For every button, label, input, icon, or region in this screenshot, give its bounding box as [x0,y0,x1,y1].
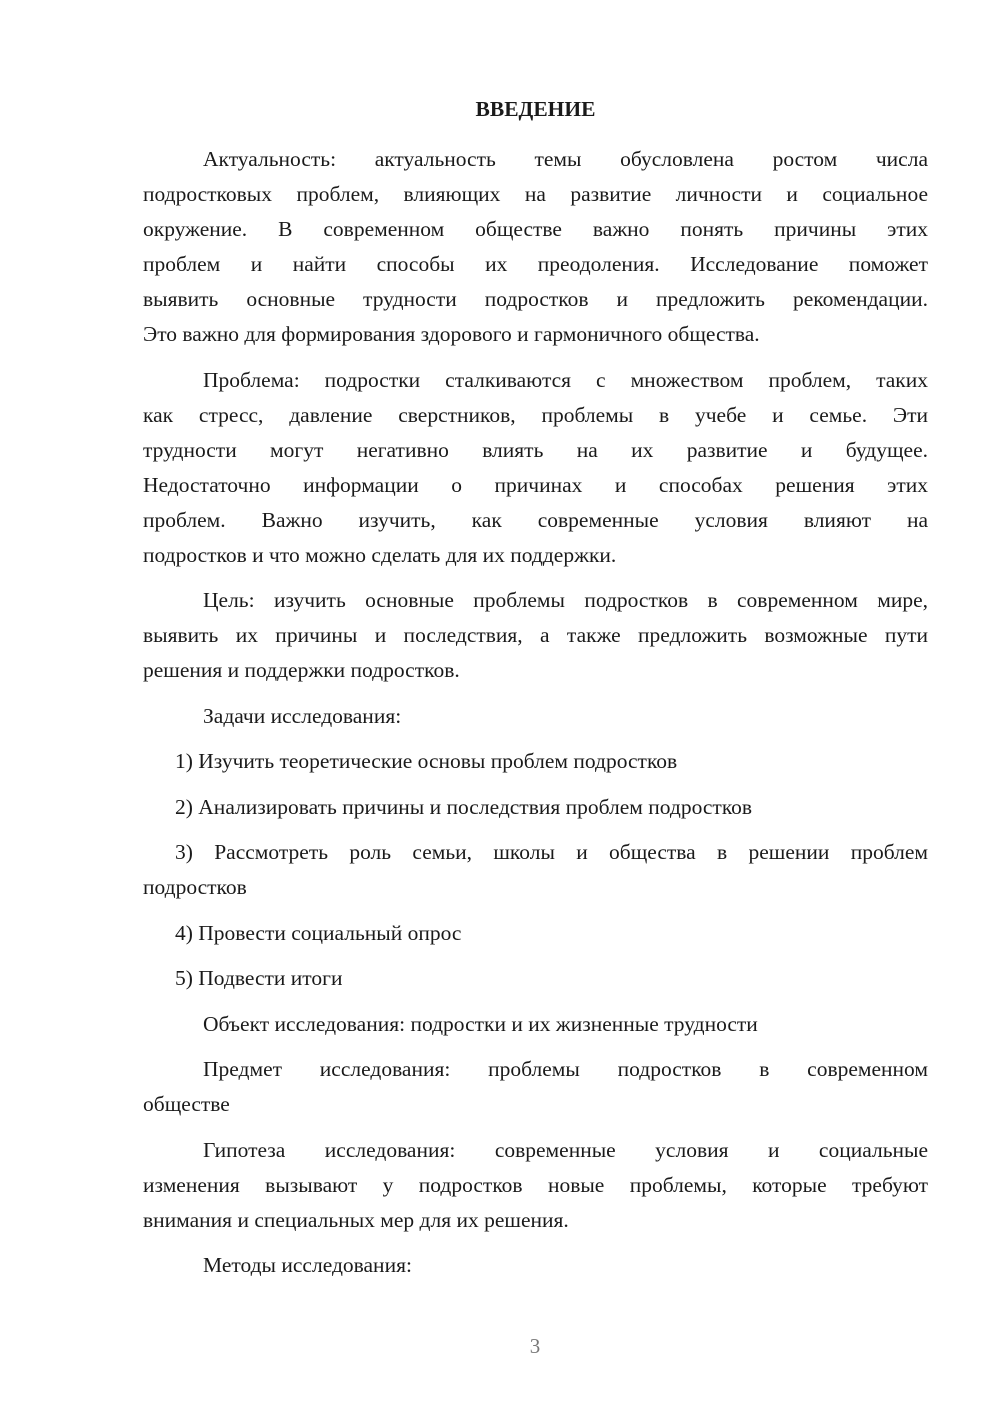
text-line: Это важно для формирования здорового и гармоничного общества. [143,322,760,346]
text-line: внимания и специальных мер для их решения. [143,1207,569,1232]
section-title: ВВЕДЕНИЕ [475,97,596,121]
text-line: Предмет исследования: проблемы подростков в современном [203,1057,928,1081]
text-line: 2) Анализировать причины и последствия проблем подростков [175,794,753,819]
text-line: обществе [143,1092,230,1116]
text-line: подростков [143,875,247,899]
paragraph [143,699,928,734]
text-line: 1) Изучить теоретические основы проблем подростков [175,749,678,773]
text-line: окружение. В современном обществе важно понять причины этих [143,217,928,241]
task-list-item [143,790,928,825]
document-page [143,92,928,1294]
text-line: Гипотеза исследования: современные условия и социальные [203,1137,928,1162]
text-line: Цель: изучить основные проблемы подростков в современном мире, [203,588,928,612]
paragraph [143,583,928,688]
task-list-item [143,961,928,996]
text-line: Задачи исследования: [203,703,402,728]
text-line: Методы исследования: [203,1253,412,1277]
text-line: выявить основные трудности подростков и предложить рекомендации. [143,287,928,311]
text-line: выявить их причины и последствия, а также предложить возможные пути [143,623,928,647]
text-line: трудности могут негативно влиять на их развитие и будущее. [143,437,928,462]
text-line: решения и поддержки подростков. [143,658,460,682]
task-list-item [143,744,928,779]
task-list-item [143,916,928,951]
text-line: проблем. Важно изучить, как современные условия влияют на [143,507,928,532]
paragraph [143,1007,928,1042]
text-line: Актуальность: актуальность темы обусловлена ростом числа [203,147,928,171]
text-line: Объект исследования: подростки и их жизненные трудности [203,1011,758,1036]
paragraph [143,363,928,573]
document-body [143,142,928,1283]
paragraph [143,1052,928,1122]
text-line: как стресс, давление сверстников, проблемы в учебе и семье. Эти [143,402,928,427]
paragraph [143,1133,928,1238]
paragraph [143,142,928,352]
text-line: подростков и что можно сделать для их поддержки. [143,542,617,567]
text-line: Проблема: подростки сталкиваются с множеством проблем, таких [203,367,928,392]
text-line: изменения вызывают у подростков новые проблемы, которые требуют [143,1172,928,1197]
task-list-item [143,835,928,905]
paragraph [143,1248,928,1283]
text-line: Недостаточно информации о причинах и способах решения этих [143,472,928,497]
text-line: 4) Провести социальный опрос [175,920,462,945]
text-line: 3) Рассмотреть роль семьи, школы и общества в решении проблем [175,840,928,864]
text-line: проблем и найти способы их преодоления. Исследование поможет [143,252,928,276]
text-line: подростковых проблем, влияющих на развитие личности и социальное [143,182,928,206]
text-line: 5) Подвести итоги [175,966,343,990]
page-number: 3 [529,1334,541,1358]
